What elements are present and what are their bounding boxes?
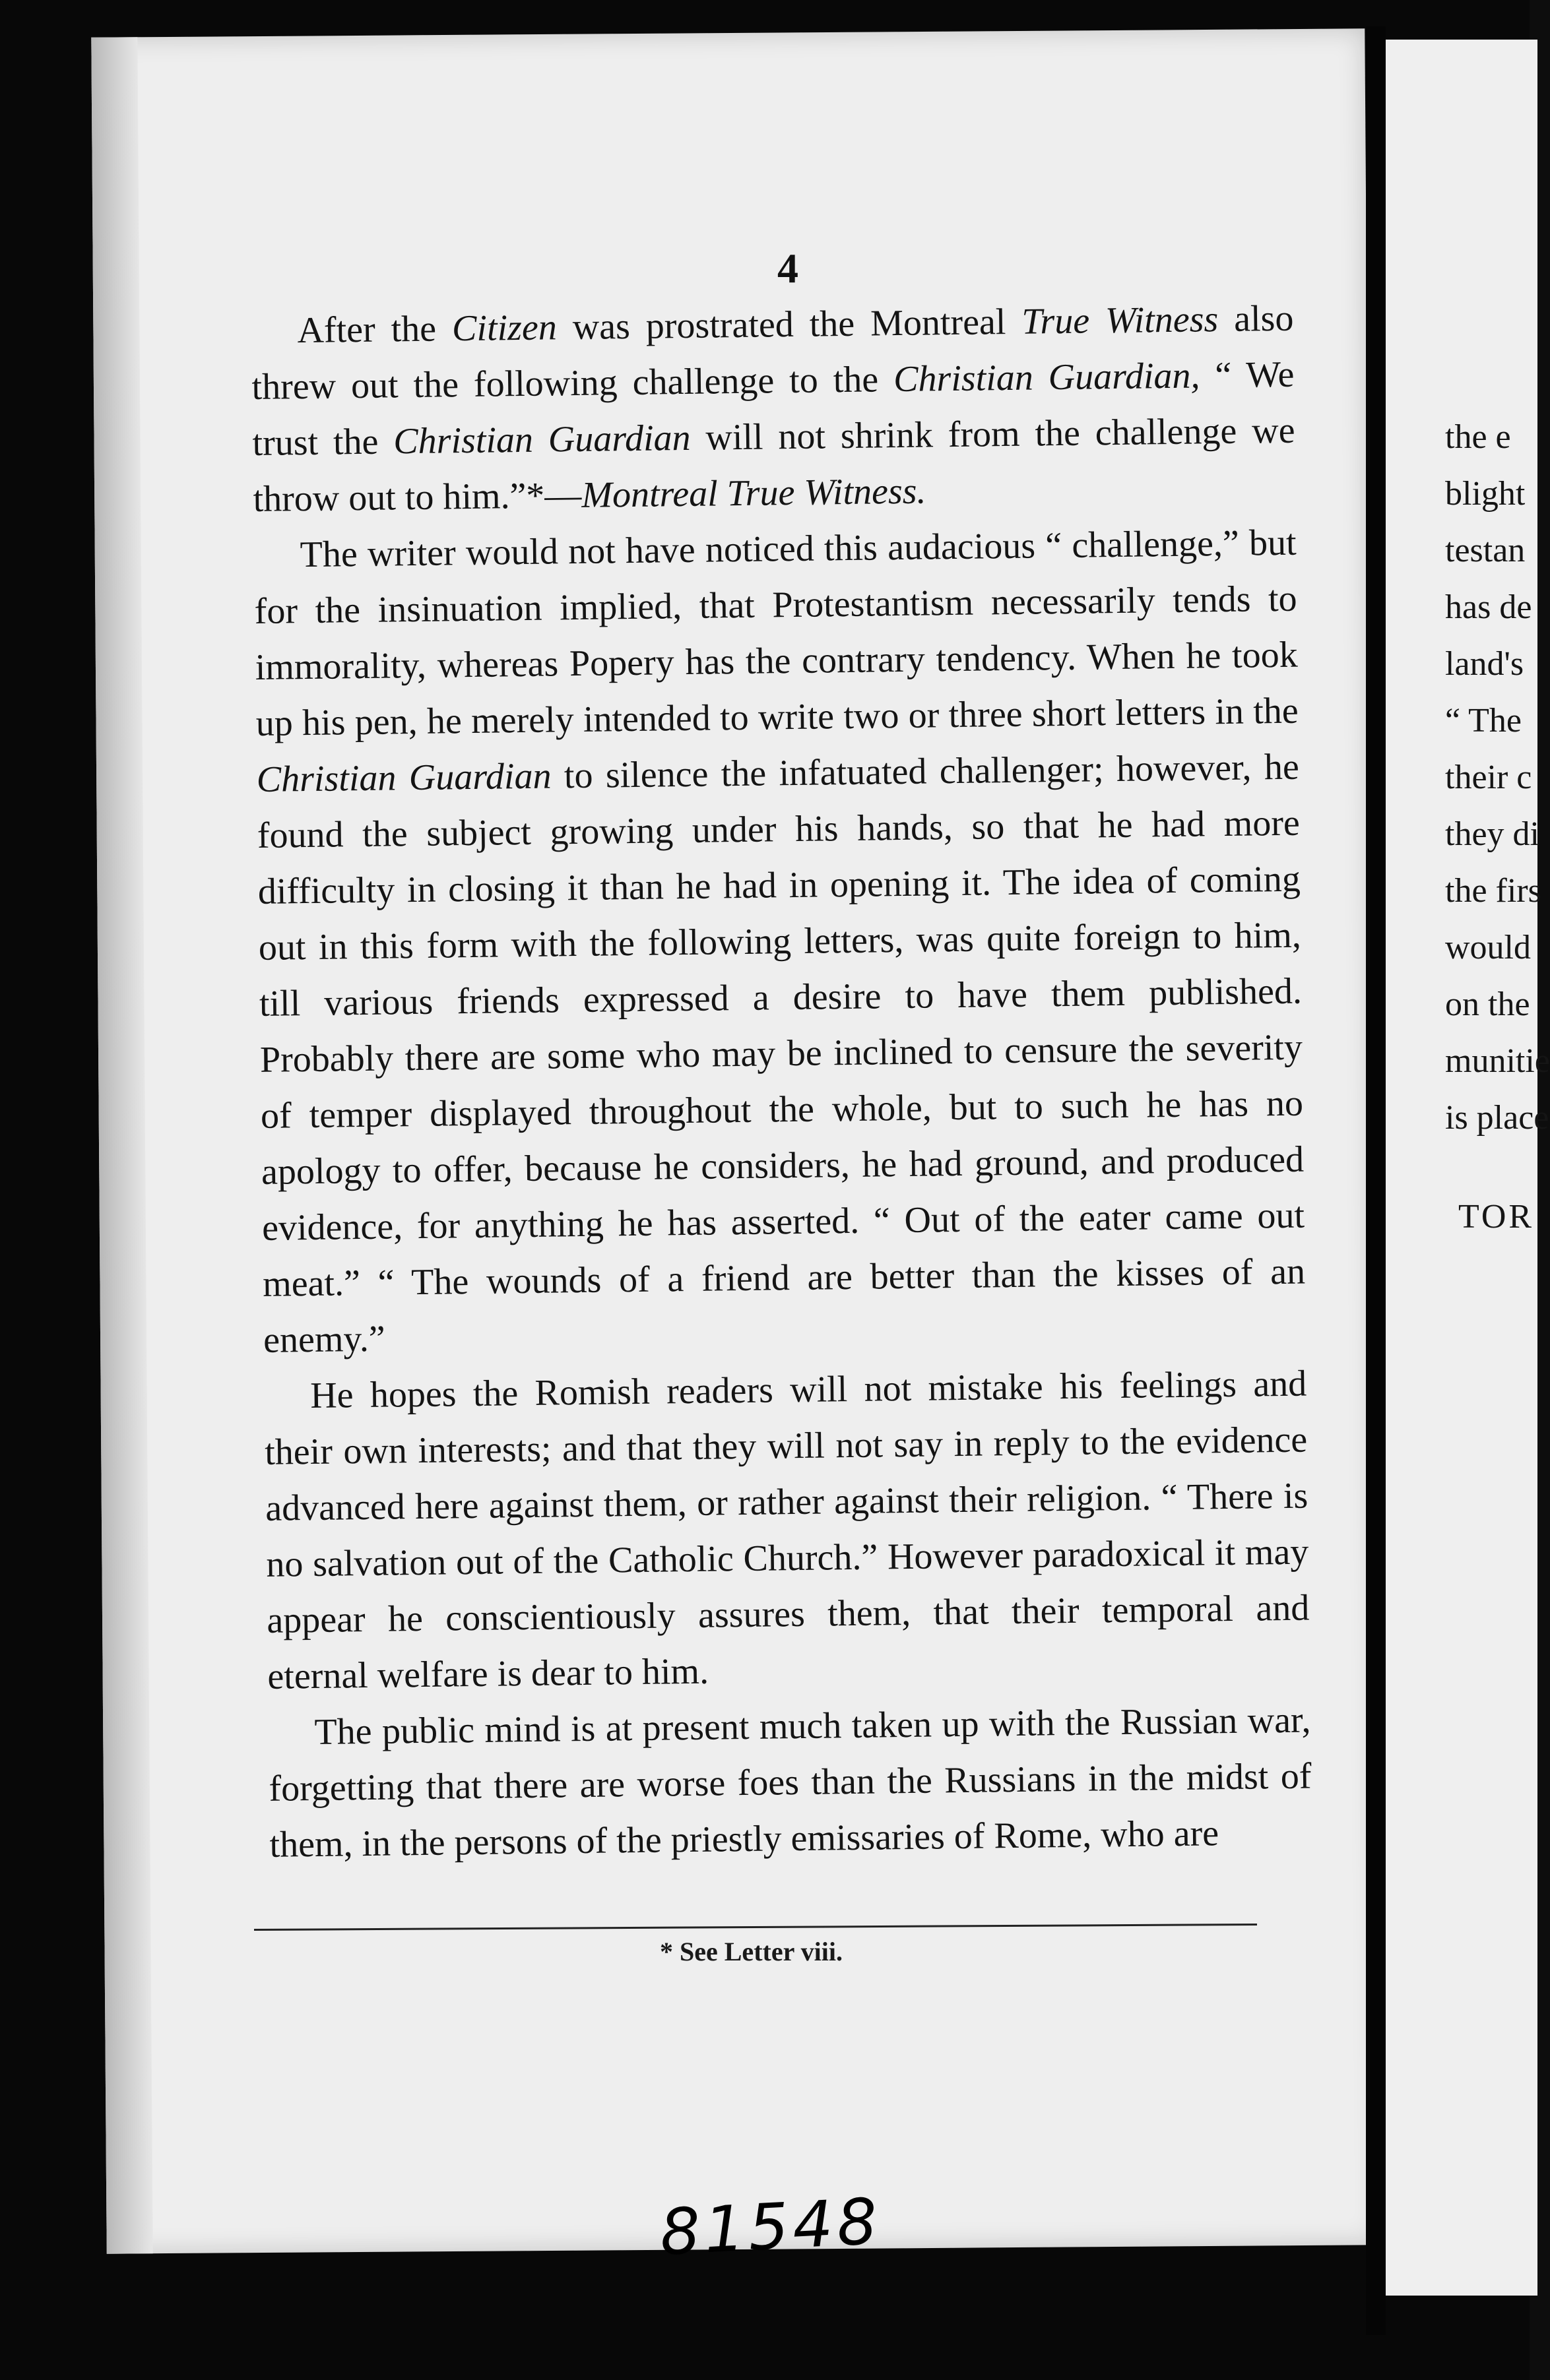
facing-page xyxy=(1386,40,1550,2296)
text-run: “ We trust the xyxy=(252,354,1295,464)
facing-page-signature: TOR xyxy=(1458,1198,1535,1236)
facing-page-line: on the xyxy=(1445,986,1530,1023)
facing-page-line: testan xyxy=(1445,532,1526,569)
page-number: 4 xyxy=(777,245,798,292)
text-run: After the xyxy=(297,308,453,352)
book-gutter xyxy=(1366,26,1386,2335)
footnote: * See Letter viii. xyxy=(660,1937,843,1966)
facing-page-line: would xyxy=(1445,929,1531,966)
text-run: The writer would not have noticed this audacious “ challenge,” but for the insinuation implied, that Protestantism necessarily tends to immorality, whereas Popery has the contrary tendency. When he took up his pen, he merely intended to write two or three short letters in the xyxy=(254,522,1299,744)
text-run: was prostrated the Montreal xyxy=(556,301,1022,348)
paragraph xyxy=(268,1693,1312,1873)
facing-page-line: blight xyxy=(1445,475,1526,513)
facing-page-line: the firs xyxy=(1445,872,1541,910)
italic-text: Citizen xyxy=(451,307,558,350)
text-run: He hopes the Romish readers will not mistake his feelings and their own interests; and that they will not say in reply to the evidence advanced here against them, or rather against their religion. “ There is no salvation out of the Catholic Church.” However paradoxical it may appear he conscientiously assures them, that their temporal and eternal welfare is dear to him. xyxy=(264,1363,1310,1697)
italic-text: Montreal True Witness. xyxy=(581,470,926,516)
facing-page-line: munitie xyxy=(1445,1042,1550,1080)
facing-page-line: has de xyxy=(1445,588,1532,626)
facing-page-line: land's xyxy=(1445,645,1524,683)
facing-page-line: they di xyxy=(1445,815,1539,853)
facing-page-line: is place xyxy=(1445,1099,1549,1137)
italic-text: Christian Guardian, xyxy=(893,355,1200,400)
handwritten-catalog-number: 81548 xyxy=(658,2184,884,2270)
facing-page-line: “ The xyxy=(1445,702,1522,739)
text-run: also threw out the following challenge to the xyxy=(251,298,1294,408)
italic-text: True Witness xyxy=(1021,299,1219,342)
facing-page-line: their c xyxy=(1445,759,1532,796)
facing-page-line: the e xyxy=(1445,418,1511,456)
paragraph xyxy=(251,291,1296,528)
italic-text: Christian Guardian xyxy=(393,417,691,462)
body-text xyxy=(251,291,1312,1873)
paragraph xyxy=(253,515,1306,1369)
text-run: will not shrink from the challenge we throw out to him.”*— xyxy=(253,410,1295,520)
facing-page-text xyxy=(1445,409,1550,1146)
text-run: The public mind is at present much taken up with the Russian war, forgetting that there are worse foes than the Russians in the midst of them, in the persons of the priestly emissaries of Rome, who are xyxy=(269,1699,1312,1865)
italic-text: Christian Guardian xyxy=(256,755,552,800)
text-run: to silence the infatuated challenger; however, he found the subject growing under his hands, so that he had more difficulty in closing it than he had in opening it. The idea of coming out in this form with the following letters, was quite foreign to him, till various friends expressed a desire to have them published. Probably there are some who may be inclined to censure the severity of temper displayed throughout the whole, but to such he has no apology to offer, because he considers, he had ground, and produced evidence, for anything he has asserted. “ Out of the eater came out meat.” “ The wounds of a friend are better than the kisses of an enemy.” xyxy=(257,746,1306,1361)
paragraph xyxy=(264,1356,1310,1705)
